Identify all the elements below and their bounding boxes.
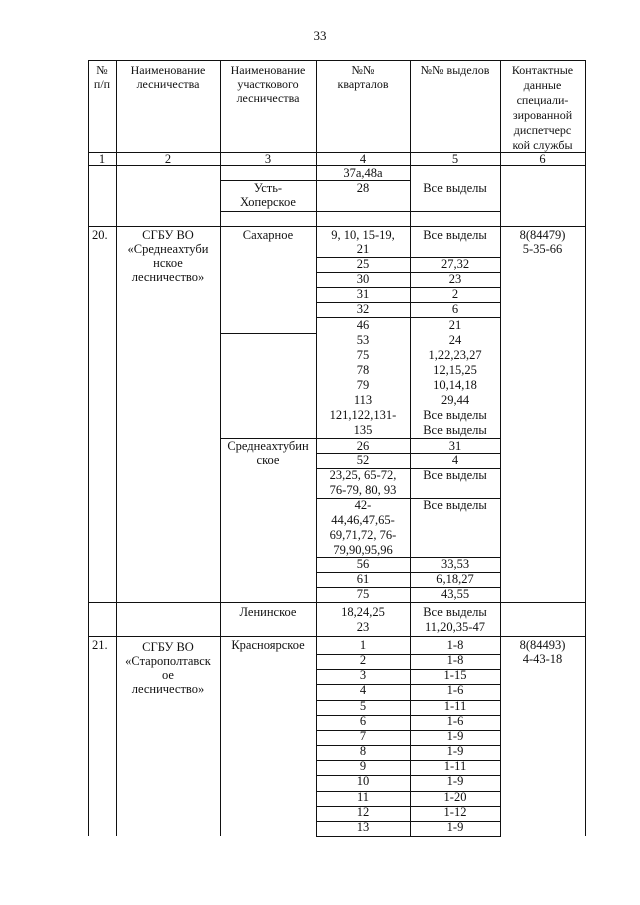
quarter-cell: 56 bbox=[356, 557, 370, 571]
table-left-rule bbox=[88, 60, 89, 836]
forestry-name: нское bbox=[153, 256, 183, 270]
header-number-col: № bbox=[96, 63, 108, 77]
header-contacts: диспетчерс bbox=[513, 123, 572, 137]
table-right-rule bbox=[585, 60, 586, 836]
plots-cell: 29,44 bbox=[440, 393, 470, 407]
quarter-cell: 113 bbox=[353, 393, 373, 407]
plots-cell: 4 bbox=[451, 453, 459, 467]
quarter-cell: 46 bbox=[356, 318, 370, 332]
district-name: Хоперское bbox=[240, 195, 296, 209]
contact-data: 8(84493) bbox=[519, 638, 566, 652]
column-number: 6 bbox=[539, 152, 546, 166]
column-rule bbox=[410, 60, 411, 836]
row-rule bbox=[220, 211, 501, 212]
plots-cell: 1-9 bbox=[446, 744, 464, 759]
row-rule bbox=[88, 602, 586, 603]
row-rule bbox=[316, 836, 501, 837]
page-number: 33 bbox=[313, 28, 327, 43]
quarter-cell: 53 bbox=[356, 333, 370, 347]
header-contacts: специали- bbox=[516, 93, 569, 107]
plots-cell: 1-6 bbox=[446, 683, 464, 698]
quarter-cell: 52 bbox=[356, 453, 370, 467]
row-rule bbox=[220, 333, 317, 334]
quarter-cell: 61 bbox=[356, 572, 370, 586]
quarter-cell: 28 bbox=[356, 181, 370, 195]
quarter-cell: 25 bbox=[356, 257, 370, 271]
header-contacts: Контактные bbox=[511, 63, 574, 77]
district-name: ское bbox=[256, 453, 280, 467]
forestry-name: «Среднеахтуби bbox=[127, 242, 209, 256]
plots-cell: 1-11 bbox=[443, 759, 467, 774]
district-name: Ленинское bbox=[239, 605, 297, 619]
header-number-col: п/п bbox=[93, 77, 111, 91]
column-rule bbox=[500, 60, 501, 836]
forestry-name: лесничество» bbox=[131, 682, 205, 696]
forestry-name: «Старополтавск bbox=[125, 654, 211, 668]
plots-cell: 1-11 bbox=[443, 698, 467, 713]
plots-cell: Все выделы bbox=[423, 468, 487, 482]
block-rule bbox=[88, 636, 586, 637]
forestry-name: СГБУ ВО bbox=[142, 640, 194, 654]
header-contacts: кой службы bbox=[512, 138, 573, 152]
quarter-cell: 21 bbox=[356, 242, 370, 256]
plots-cell: 6 bbox=[451, 302, 459, 316]
quarter-cell: 5 bbox=[359, 698, 367, 713]
plots-cell: 6,18,27 bbox=[436, 572, 474, 586]
district-name: Красноярское bbox=[231, 638, 305, 652]
quarter-cell: 76-79, 80, 93 bbox=[329, 483, 397, 497]
quarter-cell: 11 bbox=[356, 789, 370, 804]
quarter-cell: 31 bbox=[356, 287, 370, 301]
plots-cell: Все выделы bbox=[423, 423, 487, 437]
contact-data: 5-35-66 bbox=[522, 242, 563, 256]
plots-cell: 1-20 bbox=[443, 789, 467, 804]
plots-cell: Все выделы bbox=[423, 181, 487, 195]
plots-cell: 24 bbox=[448, 333, 462, 347]
quarter-cell: 30 bbox=[356, 272, 370, 286]
quarter-cell: 78 bbox=[356, 363, 370, 377]
quarter-cell: 13 bbox=[356, 819, 370, 834]
column-number: 3 bbox=[264, 152, 272, 166]
row-number: 20. bbox=[92, 228, 108, 242]
district-name: Сахарное bbox=[242, 228, 294, 242]
column-rule bbox=[116, 60, 117, 836]
quarter-cell: 79 bbox=[356, 378, 370, 392]
quarter-cell: 12 bbox=[356, 804, 370, 819]
plots-cell: 1,22,23,27 bbox=[428, 348, 482, 362]
plots-cell: 11,20,35-47 bbox=[425, 620, 485, 634]
quarter-cell: 121,122,131- bbox=[329, 408, 397, 422]
plots-cell: 10,14,18 bbox=[433, 378, 477, 392]
plots-cell: Все выделы bbox=[423, 408, 487, 422]
quarter-cell: 79,90,95,96 bbox=[333, 543, 393, 557]
quarter-cell: 23 bbox=[356, 620, 370, 634]
plots-cell: 27,32 bbox=[440, 257, 470, 271]
plots-cell: 1-9 bbox=[446, 819, 464, 834]
column-rule bbox=[316, 60, 317, 836]
plots-cell: Все выделы bbox=[423, 605, 487, 619]
quarter-cell: 1 bbox=[359, 638, 367, 652]
quarter-cell: 9, 10, 15-19, bbox=[331, 228, 395, 242]
quarter-cell: 75 bbox=[356, 348, 370, 362]
contact-data: 4-43-18 bbox=[522, 652, 563, 666]
plots-cell: 1-9 bbox=[446, 728, 464, 743]
quarter-cell: 2 bbox=[359, 653, 367, 668]
plots-cell: 33,53 bbox=[440, 557, 470, 571]
header-district-name: лесничества bbox=[236, 91, 300, 105]
forestry-name: ое bbox=[162, 668, 174, 682]
plots-cell: 12,15,25 bbox=[433, 363, 477, 377]
header-quarters: кварталов bbox=[337, 77, 389, 91]
quarter-cell: 69,71,72, 76- bbox=[329, 528, 397, 542]
quarter-cell: 18,24,25 bbox=[341, 605, 385, 619]
column-rule bbox=[220, 60, 221, 836]
quarter-cell: 6 bbox=[359, 713, 367, 728]
quarter-cell: 135 bbox=[353, 423, 373, 437]
contact-data: 8(84479) bbox=[519, 228, 566, 242]
plots-cell: 1-9 bbox=[446, 774, 464, 789]
plots-cell: 21 bbox=[448, 318, 462, 332]
plots-cell: Все выделы bbox=[423, 228, 487, 242]
quarter-cell: 75 bbox=[356, 587, 370, 601]
block-rule bbox=[88, 226, 586, 227]
quarter-cell: 4 bbox=[359, 683, 367, 698]
plots-cell: 1-15 bbox=[443, 668, 467, 683]
header-contacts: данные bbox=[523, 78, 562, 92]
header-district-name: Наименование bbox=[230, 63, 306, 77]
row-number: 21. bbox=[92, 638, 108, 652]
quarter-cell: 44,46,47,65- bbox=[331, 513, 395, 527]
plots-cell: 2 bbox=[451, 287, 459, 301]
header-contacts: зированной bbox=[512, 108, 573, 122]
table-top-rule bbox=[88, 60, 586, 61]
column-number: 4 bbox=[359, 152, 367, 166]
quarter-cell: 3 bbox=[359, 668, 367, 683]
header-plots: №№ выделов bbox=[420, 63, 490, 77]
plots-cell: 1-12 bbox=[443, 804, 467, 819]
header-forestry-name: Наименование bbox=[130, 63, 206, 77]
quarter-cell: 8 bbox=[359, 744, 367, 759]
quarter-cell: 37а,48а bbox=[343, 166, 383, 180]
quarter-cell: 10 bbox=[356, 774, 370, 789]
column-number: 2 bbox=[164, 152, 172, 166]
plots-cell: 43,55 bbox=[440, 587, 470, 601]
district-name: Усть- bbox=[253, 181, 283, 195]
forestry-name: СГБУ ВО bbox=[142, 228, 194, 242]
column-number: 5 bbox=[451, 152, 459, 166]
district-name: Среднеахтубин bbox=[227, 439, 309, 453]
header-quarters: №№ bbox=[351, 63, 375, 77]
quarter-cell: 32 bbox=[356, 302, 370, 316]
plots-cell: 1-8 bbox=[446, 638, 464, 652]
plots-cell: 1-6 bbox=[446, 713, 464, 728]
quarter-cell: 7 bbox=[359, 728, 367, 743]
forestry-name: лесничество» bbox=[131, 270, 205, 284]
column-number: 1 bbox=[98, 152, 106, 166]
quarter-cell: 42- bbox=[354, 498, 372, 512]
plots-cell: 31 bbox=[448, 439, 462, 453]
header-forestry-name: лесничества bbox=[136, 77, 200, 91]
quarter-cell: 23,25, 65-72, bbox=[329, 468, 397, 482]
plots-cell: 23 bbox=[448, 272, 462, 286]
quarter-cell: 26 bbox=[356, 439, 370, 453]
plots-cell: Все выделы bbox=[423, 498, 487, 512]
plots-cell: 1-8 bbox=[446, 653, 464, 668]
quarter-cell: 9 bbox=[359, 759, 367, 774]
header-district-name: участкового bbox=[237, 77, 299, 91]
